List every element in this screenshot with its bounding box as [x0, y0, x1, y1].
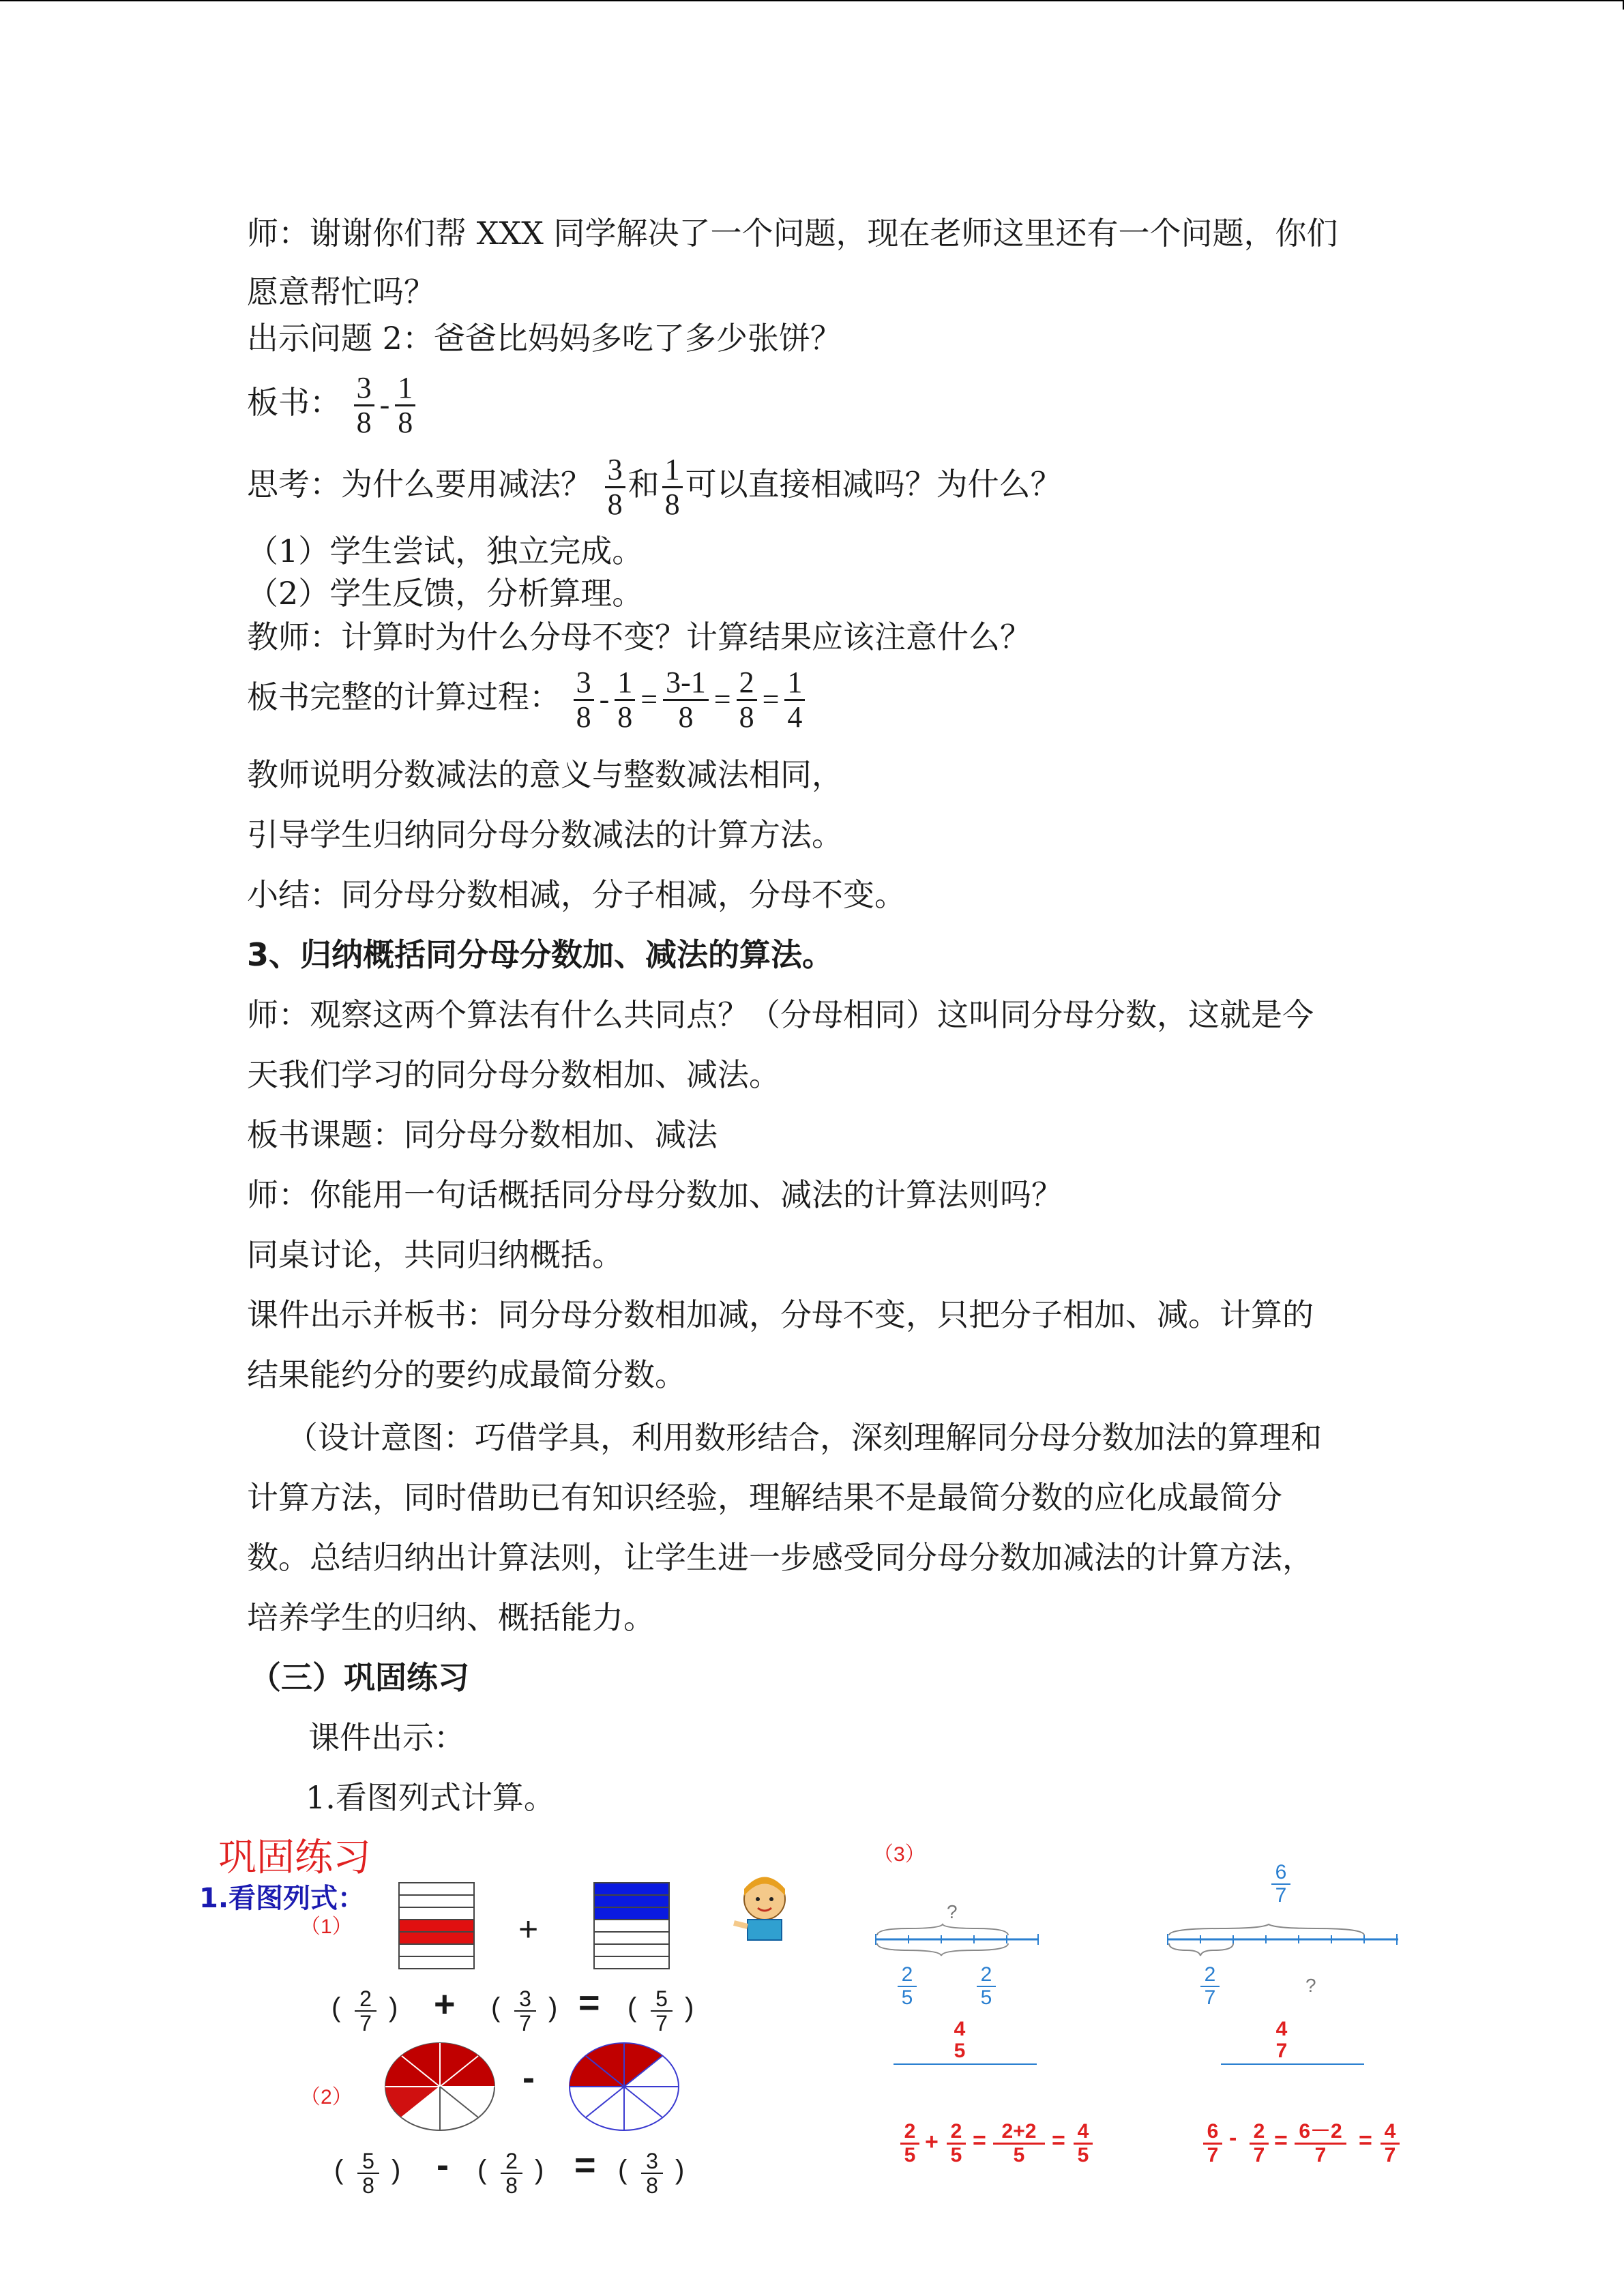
paren: ): [392, 2155, 401, 2185]
label: 板书完整的计算过程：: [247, 679, 561, 715]
paren: ): [685, 1993, 694, 2023]
paren: ): [389, 1993, 398, 2023]
text-line: （设计意图：巧借学具，利用数形结合，深刻理解同分母分数加法的算理和: [286, 1419, 1322, 1456]
fraction-2-7: 2 7: [1250, 2121, 1269, 2166]
fraction-6-7: 6 7: [1271, 1862, 1290, 1907]
fraction-2-8: 2 8: [501, 2149, 522, 2197]
plus-sign: +: [434, 1984, 456, 2025]
text-line: 小结：同分母分数相减，分子相减，分母不变。: [247, 876, 906, 913]
paren: (: [331, 1993, 341, 2023]
text-line: （2）学生反馈，分析算理。: [247, 575, 644, 612]
fraction-2-5: 2 5: [900, 2121, 919, 2166]
fraction-4-7: 4 7: [1381, 2121, 1400, 2166]
item-label-3: （3）: [873, 1843, 926, 1866]
plus-sign: +: [925, 2129, 939, 2155]
text-line: 同桌讨论，共同归纳概括。: [247, 1236, 623, 1273]
fraction-2-7: 2 7: [355, 1987, 377, 2035]
fraction-3-8: $\frac{3}{8}$: [574, 666, 594, 734]
paren: (: [477, 2155, 487, 2185]
paren: (: [618, 2155, 628, 2185]
fraction-5-8: 5 8: [357, 2149, 379, 2197]
equals-sign: =: [578, 1982, 600, 2023]
fraction-3-8: $\frac{3}{8}$: [605, 453, 625, 521]
minus-sign: -: [522, 2057, 535, 2098]
unknown-mark: ?: [947, 1901, 958, 1922]
text-line: 教师：计算时为什么分母不变？计算结果应该注意什么？: [247, 618, 1031, 655]
text-line: 结果能约分的要约成最简分数。: [247, 1356, 686, 1393]
paren: (: [334, 2155, 344, 2185]
fraction-3-7: 3 7: [514, 1987, 536, 2035]
fraction-1-8: $\frac{1}{8}$: [615, 666, 635, 734]
fraction-2-5: 2 5: [947, 2121, 966, 2166]
equals-sign: =: [1274, 2128, 1288, 2153]
question: 可以直接相减吗？为什么？: [685, 466, 1062, 503]
connector: 和: [628, 466, 660, 503]
fraction-1-4: $\frac{1}{4}$: [784, 666, 805, 734]
fraction-4-7: 4 7: [1275, 2018, 1288, 2062]
equals-sign: =: [1052, 2128, 1065, 2153]
fraction-2-7: 2 7: [1200, 1964, 1220, 2009]
section-heading: （三）巩固练习: [250, 1659, 469, 1696]
fraction-6-7: 6 7: [1203, 2121, 1222, 2166]
fraction-2-5: 2 5: [898, 1964, 917, 2009]
equals-sign: =: [1359, 2128, 1372, 2153]
fraction-3-8: $\frac{3}{8}$: [354, 372, 374, 439]
label: 板书：: [247, 384, 341, 421]
item-label-1: （1）: [300, 1915, 353, 1938]
fraction-2-8: $\frac{2}{8}$: [737, 666, 757, 734]
section-heading: 3、归纳概括同分母分数加、减法的算法。: [247, 936, 834, 973]
fraction-5-7: 5 7: [651, 1987, 673, 2035]
text-line: 1.看图列式计算。: [306, 1779, 555, 1816]
text-line: （1）学生尝试，独立完成。: [247, 533, 644, 569]
paren: (: [628, 1993, 637, 2023]
plus-sign: +: [518, 1910, 539, 1948]
text-line: 出示问题 2：爸爸比妈妈多吃了多少张饼？: [247, 320, 842, 357]
text-line: 数。总结归纳出计算法则，让学生进一步感受同分母分数加减法的计算方法，: [247, 1539, 1314, 1576]
equals-sign: =: [574, 2145, 596, 2186]
strip-blue-3-of-7: [593, 1882, 675, 1978]
fraction-sum-5: 2+2 5: [993, 2121, 1045, 2166]
slide-subtitle: 1.看图列式：: [199, 1883, 366, 1914]
paren: (: [491, 1993, 501, 2023]
text-line: 培养学生的归纳、概括能力。: [247, 1599, 655, 1636]
circle-red-3-of-8: [566, 2039, 682, 2134]
label: 思考：为什么要用减法？: [247, 466, 592, 503]
fraction-1-8: $\frac{1}{8}$: [395, 372, 415, 439]
board-writing-line: [247, 361, 418, 446]
circle-red-5-of-8: [382, 2039, 498, 2134]
fraction-3minus1-8: $\frac{3-1}{8}$: [663, 666, 709, 734]
text-line: 课件出示并板书：同分母分数相加减，分母不变，只把分子相加、减。计算的: [247, 1296, 1314, 1333]
fraction-diff-7: 6－2 7: [1295, 2121, 1346, 2166]
text-line: 愿意帮忙吗？: [247, 273, 435, 310]
segment-diagram-add: [874, 1923, 1045, 1964]
unknown-mark: ?: [1305, 1975, 1316, 1996]
text-line: 师：谢谢你们帮 XXX 同学解决了一个问题，现在老师这里还有一个问题，你们: [247, 215, 1338, 252]
answer-line: [894, 2063, 1037, 2065]
answer-line: [1221, 2063, 1364, 2065]
equals-sign: =: [973, 2128, 986, 2153]
segment-diagram-subtract: [1166, 1923, 1405, 1964]
minus-sign: -: [437, 2145, 449, 2186]
item-label-2: （2）: [300, 2086, 353, 2108]
slide-title: 巩固练习: [218, 1836, 371, 1880]
text-line: 教师说明分数减法的意义与整数减法相同，: [247, 756, 843, 793]
paren: ): [675, 2155, 685, 2185]
fraction-1-8: $\frac{1}{8}$: [662, 453, 683, 521]
think-line: [247, 443, 1062, 525]
text-line: 师：观察这两个算法有什么共同点？（分母相同）这叫同分母分数，这就是今: [247, 996, 1314, 1033]
text-line: 天我们学习的同分母分数相加、减法。: [247, 1056, 780, 1093]
minus-sign: -: [1229, 2125, 1237, 2151]
text-line: 引导学生归纳同分母分数减法的计算方法。: [247, 816, 843, 853]
fraction-2-5: 2 5: [977, 1964, 996, 2009]
strip-red-2-of-7: [398, 1882, 480, 1978]
paren: ): [535, 2155, 544, 2185]
text-line: 计算方法，同时借助已有知识经验，理解结果不是最简分数的应化成最简分: [247, 1479, 1282, 1516]
fraction-4-5: 4 5: [1074, 2121, 1093, 2166]
courseware-slide-image: [184, 1828, 1439, 2209]
fraction-4-5: 4 5: [954, 2018, 966, 2062]
page-border-top: [0, 0, 1623, 1]
text-line: 课件出示：: [308, 1719, 465, 1756]
cartoon-child-icon: [727, 1868, 802, 1943]
full-calculation-line: 板书完整的计算过程： $\frac{3}{8}$ - $\frac{1}{8}$ = $\frac{3-1}{8}$ = $\frac{2}{8}$ = $\frac{1}{4}$: [247, 656, 808, 741]
text-line: 师：你能用一句话概括同分母分数加、减法的计算法则吗？: [247, 1176, 1063, 1213]
minus-sign: -: [379, 388, 390, 421]
paren: ): [548, 1993, 558, 2023]
fraction-3-8: 3 8: [641, 2149, 663, 2197]
text-line: 板书课题：同分母分数相加、减法: [247, 1116, 718, 1153]
